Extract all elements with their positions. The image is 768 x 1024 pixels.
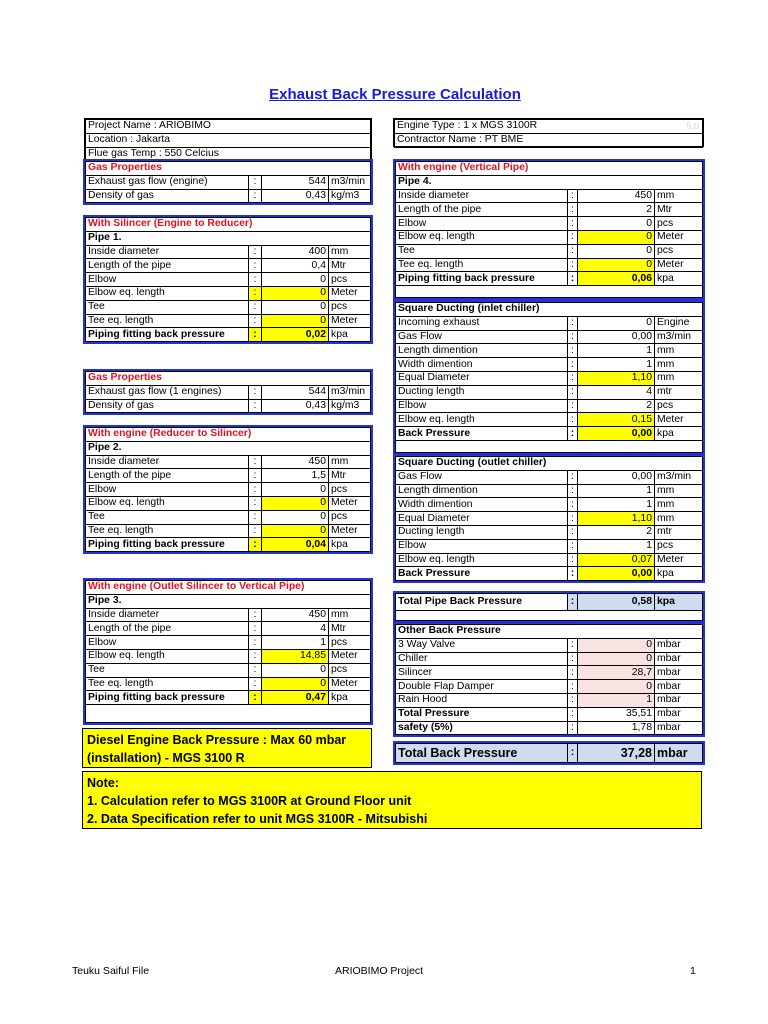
table-row: Elbow eq. length : 0,15 Meter <box>396 413 703 427</box>
table-row: Ducting length : 2 mtr <box>396 525 703 539</box>
table-row: Elbow eq. length : 0,07 Meter <box>396 553 703 567</box>
blank-row <box>396 611 703 621</box>
footer-left: Teuku Saiful File <box>72 965 150 977</box>
table-row: Tee : 0 pcs <box>86 663 371 677</box>
table-row: Silincer : 28,7 mbar <box>396 666 703 680</box>
table-row: Ducting length : 4 mtr <box>396 385 703 399</box>
table-row: Tee eq. length : 0 Meter <box>396 258 703 272</box>
note-title: Note: <box>87 776 119 790</box>
table-row: Exhaust gas flow (engine) : 544 m3/min <box>86 175 371 189</box>
table-row: Elbow : 1 pcs <box>396 539 703 553</box>
blank-row <box>396 440 703 452</box>
table-row: Density of gas : 0,43 kg/m3 <box>86 399 371 413</box>
table-row: Equal Diameter : 1,10 mm <box>396 512 703 526</box>
table-row: Length of the pipe : 2 Mtr <box>396 203 703 217</box>
gas-properties-2 <box>83 369 373 415</box>
table-row: Inside diameter : 450 mm <box>86 455 371 469</box>
engine-type: Engine Type : 1 x MGS 3100R <box>395 120 703 134</box>
table-row: Back Pressure : 0,00 kpa <box>396 427 703 441</box>
table-row: Exhaust gas flow (1 engines) : 544 m3/min <box>86 385 371 399</box>
section-header: With Silincer (Engine to Reducer) <box>86 218 371 232</box>
table-row: Elbow eq. length : 0 Meter <box>86 286 371 300</box>
table-row: Tee : 0 pcs <box>396 244 703 258</box>
table-row: Double Flap Damper : 0 mbar <box>396 680 703 694</box>
table-row: Length dimention : 1 mm <box>396 344 703 358</box>
section-header: Gas Properties <box>86 162 371 176</box>
table-row: Incoming exhaust : 0 Engine <box>396 316 703 330</box>
pipe-4-section <box>393 159 705 300</box>
footer-page-number: 1 <box>690 965 696 977</box>
table-row: Gas Flow : 0,00 m3/min <box>396 330 703 344</box>
table-row: Tee : 0 pcs <box>86 300 371 314</box>
pipe-label: Pipe 4. <box>396 175 703 189</box>
duct-outlet-section <box>393 454 705 583</box>
table-row: Gas Flow : 0,00 m3/min <box>396 470 703 484</box>
flue-gas-temp: Flue gas Temp : 550 Celcius <box>86 147 371 161</box>
table-row: Length of the pipe : 4 Mtr <box>86 622 371 636</box>
section-header: Square Ducting (inlet chiller) <box>396 303 703 317</box>
table-row: Inside diameter : 450 mm <box>396 189 703 203</box>
blank-row <box>86 705 371 723</box>
table-row: Elbow eq. length : 0 Meter <box>396 230 703 244</box>
table-row: Length dimention : 1 mm <box>396 484 703 498</box>
table-row: Elbow : 1 pcs <box>86 636 371 650</box>
page-title: Exhaust Back Pressure Calculation <box>269 86 521 103</box>
table-row: Equal Diameter : 1,10 mm <box>396 371 703 385</box>
table-row: Inside diameter : 400 mm <box>86 245 371 259</box>
section-header: Square Ducting (outlet chiller) <box>396 457 703 471</box>
table-row: Piping fitting back pressure : 0,02 kpa <box>86 328 371 342</box>
other-back-pressure: Other Back Pressure 3 Way Valve : 0 mbar Chiller : 0 mbar Silincer : 28,7 mbar Double Flap Damper : 0 mbar Rain Hood : 1 mbar Total Pressure : 35,51 mbar safety (5%) : 1,78 mbar <box>393 622 705 737</box>
footer-center: ARIOBIMO Project <box>335 965 424 977</box>
total-pressure-label: Total Pressure <box>396 707 568 721</box>
project-location: Location : Jakarta <box>86 133 371 147</box>
table-row: Width dimention : 1 mm <box>396 498 703 512</box>
table-row: Tee : 0 pcs <box>86 510 371 524</box>
section-header: With engine (Outlet Silincer to Vertical Pipe) <box>86 581 371 595</box>
table-row: Width dimention : 1 mm <box>396 358 703 372</box>
safety-value: 1,78 <box>578 721 655 735</box>
table-row: Back Pressure : 0,00 kpa <box>396 567 703 581</box>
gas-properties-1 <box>83 159 373 205</box>
contractor-name: Contractor Name : PT BME <box>395 133 703 147</box>
note-box <box>82 771 702 829</box>
table-row: Inside diameter : 450 mm <box>86 608 371 622</box>
table-row: Elbow : 0 pcs <box>86 483 371 497</box>
section-header: Gas Properties <box>86 372 371 386</box>
total-back-pressure: Total Back Pressure : 37,28 mbar <box>393 741 705 765</box>
pipe-label: Pipe 2. <box>86 441 371 455</box>
note-line-1: 1. Calculation refer to MGS 3100R at Ground Floor unit <box>87 794 412 808</box>
table-row: Length of the pipe : 0,4 Mtr <box>86 259 371 273</box>
table-row: 3 Way Valve : 0 mbar <box>396 638 703 652</box>
duct-inlet-section <box>393 300 705 455</box>
table-row: Elbow : 2 pcs <box>396 399 703 413</box>
table-row: Density of gas : 0,43 kg/m3 <box>86 189 371 203</box>
note-line-2: 2. Data Specification refer to unit MGS 3100R - Mitsubishi <box>87 812 428 826</box>
table-row: Elbow : 0 pcs <box>396 217 703 231</box>
pipe-1-section <box>83 215 373 344</box>
table-row: Chiller : 0 mbar <box>396 652 703 666</box>
pipe-label: Pipe 3. <box>86 594 371 608</box>
project-name: Project Name : ARIOBIMO <box>86 120 371 134</box>
table-row: Piping fitting back pressure : 0,04 kpa <box>86 538 371 552</box>
blank-row <box>396 286 703 298</box>
table-row: Tee eq. length : 0 Meter <box>86 677 371 691</box>
table-row: Elbow : 0 pcs <box>86 273 371 287</box>
diesel-note: Diesel Engine Back Pressure : Max 60 mbar (installation) - MGS 3100 R <box>82 728 372 768</box>
table-row: Rain Hood : 1 mbar <box>396 693 703 707</box>
pipe-3-section <box>83 578 373 725</box>
table-row: Piping fitting back pressure : 0,06 kpa <box>396 272 703 286</box>
total-pressure-value: 35,51 <box>578 707 655 721</box>
section-header: With engine (Vertical Pipe) <box>396 162 703 176</box>
project-info-right <box>393 118 704 147</box>
section-header: With engine (Reducer to Silincer) <box>86 428 371 442</box>
project-info-left <box>84 118 372 160</box>
table-row: Tee eq. length : 0 Meter <box>86 524 371 538</box>
table-row: Length of the pipe : 1,5 Mtr <box>86 469 371 483</box>
table-row: Elbow eq. length : 0 Meter <box>86 496 371 510</box>
section-header: Other Back Pressure <box>396 625 703 639</box>
faint-mark: 5.0 <box>686 121 699 131</box>
pipe-2-section <box>83 425 373 554</box>
table-row: Elbow eq. length : 14,85 Meter <box>86 649 371 663</box>
table-row: Tee eq. length : 0 Meter <box>86 314 371 328</box>
safety-label: safety (5%) <box>396 721 568 735</box>
table-row: Piping fitting back pressure : 0,47 kpa <box>86 691 371 705</box>
total-pipe-back-pressure: Total Pipe Back Pressure : 0,58 kpa <box>393 591 705 623</box>
pipe-label: Pipe 1. <box>86 231 371 245</box>
